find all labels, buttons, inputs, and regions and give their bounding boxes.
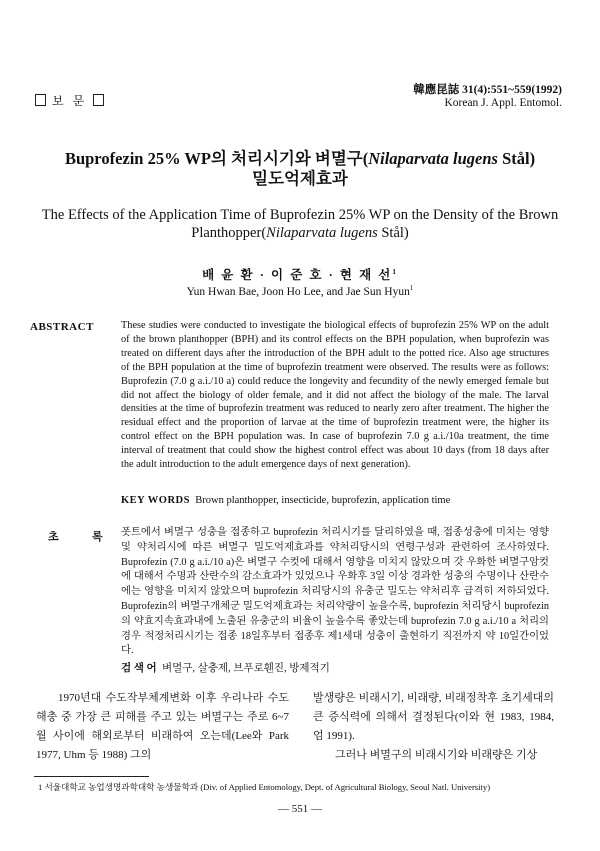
keywords-text: Brown planthopper, insecticide, buprofezin, application time — [195, 495, 451, 506]
keywords — [121, 495, 450, 506]
journal-citation — [413, 84, 562, 110]
journal-name: Korean J. Appl. Entomol. — [444, 97, 562, 109]
authors-english: Yun Hwan Bae, Joon Ho Lee, and Jae Sun Hyun$^1$ — [186, 284, 414, 298]
title-korean-line2: 밀도억제효과 — [252, 169, 348, 188]
body-paragraph: 1970년대 수도작부체계변화 이후 우리나라 수도해충 중 가장 큰 피해를 주고 있는 벼멸구는 주로 6~7월 사이에 해외로부터 비래하여 오는데(Lee와 Park 1977, Uhm 등 1988) 그의 — [36, 692, 289, 761]
section-label-text: 보 문 — [52, 94, 88, 108]
abstract-label: ABSTRACT — [30, 321, 94, 333]
keywords-label: KEY WORDS — [121, 495, 190, 506]
korean-abstract-label-2: 록 — [92, 531, 103, 543]
footnote: 1 서울대학교 농업생명과학대학 농생물학과 (Div. of Applied Entomology, Dept. of Agricultural Biology, Seoul Natl. University) — [38, 782, 491, 792]
species-name-en: Nilaparvata lugens — [266, 225, 378, 241]
box-icon — [93, 94, 104, 106]
title-korean: Buprofezin 25% WP의 처리시기와 벼멸구(Nilaparvata lugens Stål) 밀도억제효과 — [64, 149, 536, 188]
body-paragraph: 그러나 벼멸구의 비래시기와 비래량은 기상 — [335, 749, 538, 761]
korean-keywords-label: 검 색 어 — [121, 663, 157, 674]
journal-volume: 韓應昆誌 31(4):551~559(1992) — [413, 84, 562, 96]
section-label — [35, 92, 104, 109]
abstract-text: These studies were conducted to investigate the biological effects of buprofezin 25% WP on the adult of the brown planthopper (BPH) and its control effects on the BPH population, when buprofezin was treated on different days after the introduction of the BPH adult to the potted rice. Also age structures of the BPH population at the time of buprofezin treatment were observed. The results were as follows: Buprofezin (7.0 g a.i./10 a) could reduce the longevity and fecundity of the newly emerged female but did not affect the biology of older female, and it did not affect the biology of the male. The larval densities at the time of buprofezin treatment was reduced to nearly zero after treatment. The higher the residual effect and the proportion of larvae at the time of buprofezin treatment were, the higher its control effect on the BPH population was. In case of buprofezin 7.0 g a.i./10a treatment, the time interval of treatment that could show the highest control effect was about 10 days (from 18 days after the adult introduction to the adult emergence days of next generation). — [121, 320, 549, 471]
title-english: The Effects of the Application Time of Buprofezin 25% WP on the Density of the Brown Planthopper(Nilaparvata lugens Stål) — [41, 207, 559, 241]
korean-abstract-label-1: 초 — [48, 531, 59, 543]
body-column-left — [36, 689, 289, 765]
korean-abstract-text: 폿트에서 벼멸구 성충을 접종하고 buprofezin 처리시기를 달리하였을 때, 접종성충에 미치는 영향 및 약처리시에 따른 벼멸구 밀도억제효과를 약처리당시의 연령구성과 관련하여 조사하였다. Buprofezin (7.0 g a.i./10 a)은 벼멸구 수컷에 대해서 영향을 미치지 않았으며 갓 우화한 벼멸구암컷에 대해서 수명과 산란수의 감소효과가 있었으나 우화후 3일 이상 경과한 성충의 수명이나 산란수에는 영향을 미치지 않았으며 buprofezin 처리당시의 유충군 밀도는 약처리후 급격히 저하되었다. Buprofezin의 벼멸구개체군 밀도억제효과는 처리약량이 높을수록, buprofezin 처리당시 buprofezin의 약효지속효과내에 노출된 유충군의 비율이 높을수록 좋았는데 buprofezin 7.0 g a.i./10 a 처리의 경우 적정처리시기는 접종 18일후부터 접종후 제1세대 성충이 출현하기 직전까지 약 10일간이었다. — [121, 527, 549, 657]
species-name: Nilaparvata lugens — [368, 149, 498, 168]
page-number: — 551 — — [278, 803, 322, 815]
body-paragraph: 발생량은 비래시기, 비래량, 비래정착후 초기세대의 큰 증식력에 의해서 결정된다(이와 현 1983, 1984, 엄 1991). — [313, 692, 554, 742]
box-icon — [35, 94, 46, 106]
footnote-rule — [34, 776, 149, 777]
korean-keywords-text: 벼멸구, 살충제, 브푸로휀진, 방제적기 — [161, 663, 330, 674]
body-column-right — [313, 689, 554, 765]
authors-korean: 배 윤 환 · 이 준 호 · 현 재 선$^1$ — [202, 267, 398, 282]
korean-keywords — [121, 660, 330, 675]
